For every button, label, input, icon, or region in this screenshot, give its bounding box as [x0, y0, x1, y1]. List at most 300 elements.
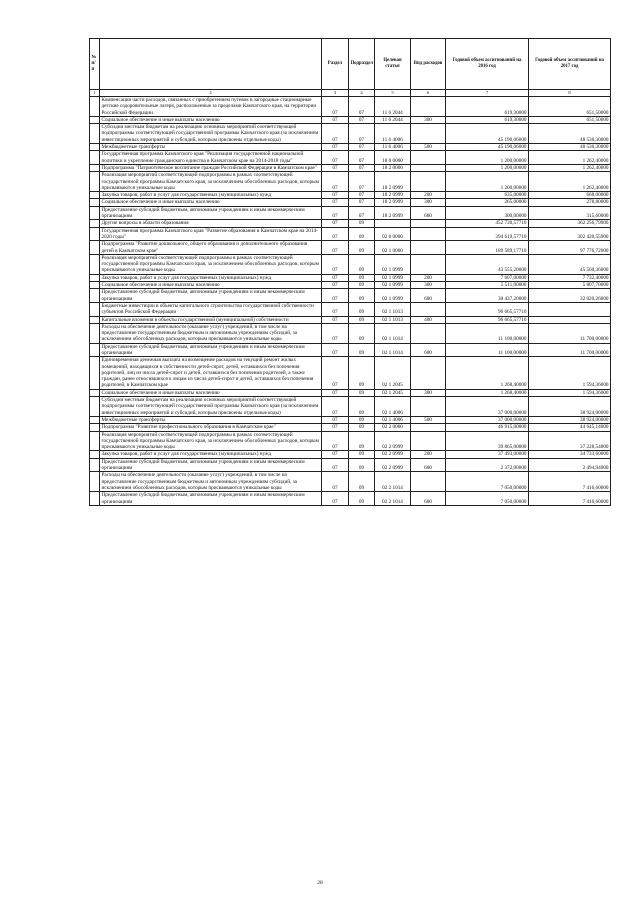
table-row	[90, 289, 611, 303]
row-subsection-cell: 07	[349, 144, 375, 151]
row-2016-cell: 96 665,57710	[446, 316, 529, 323]
row-2016-cell: 96 665,57710	[446, 302, 529, 316]
row-name-cell: Предоставление субсидий бюджетным, автономным учреждениям и иным некоммерческим организациям	[100, 289, 322, 303]
header-expense: Вид расходов	[411, 39, 446, 90]
row-2016-cell: 7 050,00000	[446, 492, 529, 506]
row-section-cell: 07	[322, 192, 349, 199]
table-row	[90, 254, 611, 274]
row-target-cell: 11 6 4006	[375, 124, 411, 144]
row-expense-cell	[411, 124, 446, 144]
row-target-cell: 02 1 4006	[375, 416, 411, 423]
row-num-cell	[90, 289, 100, 303]
row-2017-cell: 45 560,36000	[529, 254, 611, 274]
row-expense-cell	[411, 254, 446, 274]
row-target-cell: 02 2 0999	[375, 458, 411, 472]
row-section-cell: 07	[322, 431, 349, 451]
row-subsection-cell: 09	[349, 289, 375, 303]
col-number: 7	[446, 90, 529, 97]
row-2016-cell: 1 268,40000	[446, 357, 529, 389]
row-name-cell: Компенсация части расходов, связанных с приобретением путевок в загородные стационарные детские оздоровительные лагеря, расположенные за пределами Камчатского края, на территории Российской Федерации	[100, 97, 322, 117]
row-name-cell: Реализация мероприятий соответствующей подпрограммы в рамках соответствующей государственной программы Камчатского края, за исключением обособленных расходов, которым присваиваются уникальные коды	[100, 254, 322, 274]
row-2017-cell: 11 700,00000	[529, 323, 611, 343]
row-subsection-cell: 09	[349, 431, 375, 451]
row-target-cell	[375, 220, 411, 227]
row-2017-cell: 34 733,60000	[529, 451, 611, 458]
row-section-cell: 07	[322, 323, 349, 343]
row-2017-cell: 278,80000	[529, 199, 611, 206]
row-expense-cell: 300	[411, 116, 446, 123]
row-num-cell	[90, 323, 100, 343]
row-name-cell: Государственная программа Камчатского края "Реализация государственной национальной политики и укрепление гражданского единства в Камчатском крае на 2014-2018 годы"	[100, 151, 322, 165]
table-row	[90, 492, 611, 506]
table-row	[90, 124, 611, 144]
row-section-cell: 07	[322, 241, 349, 255]
row-target-cell: 02 1 0999	[375, 282, 411, 289]
row-subsection-cell: 09	[349, 254, 375, 274]
table-row	[90, 199, 611, 206]
row-2016-cell: 452 730,57710	[446, 220, 529, 227]
row-expense-cell: 600	[411, 343, 446, 357]
row-expense-cell: 200	[411, 274, 446, 281]
row-section-cell: 07	[322, 227, 349, 241]
col-number: 1	[90, 90, 100, 97]
col-number: 2	[100, 90, 322, 97]
row-target-cell: 11 6 4006	[375, 144, 411, 151]
column-number-row	[90, 90, 611, 97]
row-target-cell: 11 6 2044	[375, 116, 411, 123]
table-row	[90, 451, 611, 458]
row-2017-cell: 48 536,30000	[529, 124, 611, 144]
row-expense-cell	[411, 302, 446, 316]
row-num-cell	[90, 220, 100, 227]
row-num-cell	[90, 416, 100, 423]
row-name-cell: Межбюджетные трансферты	[100, 416, 322, 423]
row-2017-cell: 7 416,60000	[529, 492, 611, 506]
row-name-cell: Социальное обеспечение и иные выплаты населению	[100, 199, 322, 206]
row-2016-cell: 1 268,40000	[446, 389, 529, 396]
table-row	[90, 274, 611, 281]
row-2016-cell: 619,30000	[446, 97, 529, 117]
row-target-cell: 18 2 0999	[375, 192, 411, 199]
table-row	[90, 97, 611, 117]
row-2017-cell: 1 262,40000	[529, 172, 611, 192]
row-section-cell: 07	[322, 274, 349, 281]
budget-sheet	[89, 38, 610, 506]
row-2017-cell: 5 807,70000	[529, 282, 611, 289]
header-subsection: Подраздел	[349, 39, 375, 90]
row-2016-cell: 394 619,57710	[446, 227, 529, 241]
row-target-cell: 02 1 2045	[375, 357, 411, 389]
row-section-cell: 07	[322, 164, 349, 171]
row-name-cell: Капитальные вложения в объекты государственной (муниципальной) собственности	[100, 316, 322, 323]
row-subsection-cell: 09	[349, 323, 375, 343]
col-number: 6	[411, 90, 446, 97]
row-num-cell	[90, 254, 100, 274]
row-name-cell: Социальное обеспечение и иные выплаты населению	[100, 389, 322, 396]
row-expense-cell	[411, 472, 446, 492]
row-target-cell: 02 1 0999	[375, 274, 411, 281]
row-subsection-cell: 09	[349, 274, 375, 281]
row-expense-cell	[411, 151, 446, 165]
row-num-cell	[90, 199, 100, 206]
row-2016-cell: 2 372,00000	[446, 458, 529, 472]
row-name-cell: Реализация мероприятий соответствующей подпрограммы в рамках соответствующей государственной программы Камчатского края, за исключением обособленных расходов, которым присваиваются уникальные коды	[100, 172, 322, 192]
row-name-cell: Государственная программа Камчатского края "Развитие образования в Камчатском крае на 2014-2020 годы"	[100, 227, 322, 241]
row-num-cell	[90, 144, 100, 151]
header-name	[100, 39, 322, 90]
row-2017-cell: 2 494,94000	[529, 458, 611, 472]
row-target-cell: 18 2 0999	[375, 199, 411, 206]
row-num-cell	[90, 116, 100, 123]
row-2017-cell: 38 924,00000	[529, 397, 611, 417]
row-2016-cell: 46 915,00000	[446, 424, 529, 431]
row-subsection-cell: 09	[349, 397, 375, 417]
row-name-cell: Предоставление субсидий бюджетным, автономным учреждениям и иным некоммерческим организациям	[100, 343, 322, 357]
row-section-cell: 07	[322, 172, 349, 192]
row-2016-cell: 300,00000	[446, 206, 529, 220]
table-row	[90, 424, 611, 431]
row-2017-cell: 1 262,40000	[529, 164, 611, 171]
row-name-cell: Закупка товаров, работ и услуг для государственных (муниципальных) нужд	[100, 451, 322, 458]
table-row	[90, 343, 611, 357]
row-num-cell	[90, 274, 100, 281]
row-section-cell: 07	[322, 416, 349, 423]
row-subsection-cell: 09	[349, 316, 375, 323]
row-section-cell: 07	[322, 289, 349, 303]
row-num-cell	[90, 124, 100, 144]
row-expense-cell	[411, 172, 446, 192]
row-2016-cell: 43 555,20000	[446, 254, 529, 274]
row-2017-cell: 7 416,60000	[529, 472, 611, 492]
table-row	[90, 144, 611, 151]
row-subsection-cell: 07	[349, 192, 375, 199]
row-2016-cell: 1 200,00000	[446, 151, 529, 165]
row-name-cell: Субсидии местным бюджетам на реализацию основных мероприятий соответствующей подпрограммы соответствующей государственной программы Камчатского края (за исключением инвестиционных мероприятий и субсидий, которым присвоены отдельные коды)	[100, 397, 322, 417]
row-subsection-cell: 09	[349, 343, 375, 357]
row-name-cell: Расходы на обеспечение деятельности (оказание услуг) учреждений, в том числе на предоставление государственным бюджетным и автономным учреждениям субсидий, за исключением обособленных расходов, которым присваиваются уникальные коды	[100, 472, 322, 492]
row-2017-cell: 7 732,40000	[529, 274, 611, 281]
row-2016-cell: 7 607,00000	[446, 274, 529, 281]
header-target: Целевая статья	[375, 39, 411, 90]
table-row	[90, 316, 611, 323]
row-2017-cell: 38 924,00000	[529, 416, 611, 423]
row-section-cell: 07	[322, 199, 349, 206]
row-2017-cell: 668,00000	[529, 192, 611, 199]
row-2016-cell: 619,30000	[446, 116, 529, 123]
row-section-cell: 07	[322, 220, 349, 227]
row-expense-cell	[411, 164, 446, 171]
row-2016-cell: 37 000,00000	[446, 397, 529, 417]
row-expense-cell: 200	[411, 451, 446, 458]
row-section-cell: 07	[322, 144, 349, 151]
row-num-cell	[90, 472, 100, 492]
row-target-cell: 02 1 0999	[375, 254, 411, 274]
row-num-cell	[90, 241, 100, 255]
row-section-cell: 07	[322, 472, 349, 492]
row-2016-cell: 635,00000	[446, 192, 529, 199]
row-2017-cell: 315,60000	[529, 206, 611, 220]
row-2017-cell	[529, 302, 611, 316]
row-name-cell: Реализация мероприятий соответствующей подпрограммы в рамках соответствующей государственной программы Камчатского края, за исключением обособленных расходов, которым присваиваются уникальные коды	[100, 431, 322, 451]
row-2016-cell: 11 100,00000	[446, 343, 529, 357]
row-2016-cell: 189 589,17710	[446, 241, 529, 255]
table-row	[90, 431, 611, 451]
row-section-cell: 07	[322, 206, 349, 220]
row-num-cell	[90, 451, 100, 458]
row-target-cell: 02 2 1014	[375, 472, 411, 492]
row-expense-cell: 300	[411, 199, 446, 206]
row-2017-cell: 1 594,36000	[529, 357, 611, 389]
row-subsection-cell: 09	[349, 302, 375, 316]
row-subsection-cell: 09	[349, 357, 375, 389]
row-num-cell	[90, 302, 100, 316]
row-target-cell: 11 6 2044	[375, 97, 411, 117]
row-expense-cell: 500	[411, 144, 446, 151]
row-expense-cell: 300	[411, 282, 446, 289]
row-num-cell	[90, 431, 100, 451]
row-section-cell: 07	[322, 116, 349, 123]
row-2016-cell: 1 200,00000	[446, 164, 529, 171]
col-number: 4	[349, 90, 375, 97]
row-section-cell: 07	[322, 302, 349, 316]
row-name-cell: Социальное обеспечение и иные выплаты населению	[100, 282, 322, 289]
row-num-cell	[90, 164, 100, 171]
row-num-cell	[90, 151, 100, 165]
row-2017-cell: 1 594,36000	[529, 389, 611, 396]
table-row	[90, 192, 611, 199]
row-section-cell: 07	[322, 151, 349, 165]
row-subsection-cell: 07	[349, 116, 375, 123]
row-expense-cell: 500	[411, 416, 446, 423]
row-section-cell: 07	[322, 458, 349, 472]
row-name-cell: Единовременная денежная выплата на возмещение расходов на текущий ремонт жилых помещений, находящихся в собственности детей-сирот, детей, оставшихся без попечения родителей, лиц из числа детей-сирот и детей, оставшихся без попечения родителей, а также граждан, ранее относившихся к лицам из числа детей-сирот и детей, оставшихся без попечения родителей, в Камчатском крае	[100, 357, 322, 389]
row-name-cell: Межбюджетные трансферты	[100, 144, 322, 151]
row-target-cell: 18 2 0000	[375, 164, 411, 171]
table-row	[90, 302, 611, 316]
row-target-cell: 02 1 1014	[375, 343, 411, 357]
row-2016-cell: 30 437,20000	[446, 289, 529, 303]
row-subsection-cell: 07	[349, 124, 375, 144]
row-subsection-cell: 07	[349, 199, 375, 206]
row-expense-cell: 600	[411, 458, 446, 472]
row-target-cell: 02 2 0999	[375, 451, 411, 458]
row-expense-cell: 600	[411, 492, 446, 506]
table-row	[90, 323, 611, 343]
row-subsection-cell: 09	[349, 451, 375, 458]
row-expense-cell: 600	[411, 206, 446, 220]
row-2017-cell: 32 020,26000	[529, 289, 611, 303]
col-number: 5	[375, 90, 411, 97]
row-target-cell: 02 1 1013	[375, 316, 411, 323]
row-target-cell: 02 1 0999	[375, 289, 411, 303]
row-name-cell: Закупка товаров, работ и услуг для государственных (муниципальных) нужд	[100, 192, 322, 199]
row-target-cell: 18 2 0999	[375, 206, 411, 220]
row-2016-cell: 265,00000	[446, 199, 529, 206]
row-name-cell: Закупка товаров, работ и услуг для государственных (муниципальных) нужд	[100, 274, 322, 281]
row-section-cell: 07	[322, 343, 349, 357]
row-target-cell: 02 1 0000	[375, 241, 411, 255]
row-num-cell	[90, 227, 100, 241]
row-section-cell: 07	[322, 254, 349, 274]
row-target-cell: 02 1 1013	[375, 302, 411, 316]
table-row	[90, 172, 611, 192]
table-row	[90, 227, 611, 241]
row-section-cell: 07	[322, 492, 349, 506]
table-row	[90, 458, 611, 472]
row-subsection-cell: 07	[349, 164, 375, 171]
row-2016-cell: 39 865,00000	[446, 431, 529, 451]
row-section-cell: 07	[322, 316, 349, 323]
row-target-cell: 18 0 0000	[375, 151, 411, 165]
row-expense-cell	[411, 227, 446, 241]
row-2017-cell: 651,50000	[529, 97, 611, 117]
row-subsection-cell: 09	[349, 282, 375, 289]
table-header-row	[90, 39, 611, 90]
row-section-cell: 07	[322, 282, 349, 289]
table-row	[90, 151, 611, 165]
table-row	[90, 206, 611, 220]
row-expense-cell	[411, 323, 446, 343]
row-expense-cell	[411, 397, 446, 417]
row-target-cell: 02 2 0999	[375, 431, 411, 451]
row-expense-cell	[411, 241, 446, 255]
row-expense-cell	[411, 357, 446, 389]
table-row	[90, 282, 611, 289]
row-expense-cell	[411, 431, 446, 451]
header-num: № п/п	[90, 39, 100, 90]
row-2016-cell: 37 000,00000	[446, 416, 529, 423]
row-target-cell: 02 1 4006	[375, 397, 411, 417]
header-vol2017: Годовой объем ассигнований на 2017 год	[529, 39, 611, 90]
row-target-cell: 02 0 0000	[375, 227, 411, 241]
row-subsection-cell: 09	[349, 458, 375, 472]
row-name-cell: Подпрограмма "Развитие профессионального образования в Камчатском крае"	[100, 424, 322, 431]
row-name-cell: Предоставление субсидий бюджетным, автономным учреждениям и иным некоммерческим организациям	[100, 458, 322, 472]
row-num-cell	[90, 172, 100, 192]
row-2017-cell: 651,50000	[529, 116, 611, 123]
row-num-cell	[90, 397, 100, 417]
row-name-cell: Подпрограмма "Патриотическое воспитание граждан Российской Федерации в Камчатском крае"	[100, 164, 322, 171]
row-expense-cell	[411, 97, 446, 117]
row-section-cell: 07	[322, 97, 349, 117]
row-2016-cell: 1 200,00000	[446, 172, 529, 192]
row-expense-cell: 400	[411, 316, 446, 323]
row-subsection-cell: 07	[349, 151, 375, 165]
row-2016-cell: 5 511,00000	[446, 282, 529, 289]
row-2016-cell: 45 190,06000	[446, 124, 529, 144]
row-expense-cell	[411, 424, 446, 431]
table-row	[90, 397, 611, 417]
table-row	[90, 357, 611, 389]
row-num-cell	[90, 343, 100, 357]
row-target-cell: 02 1 1014	[375, 323, 411, 343]
table-row	[90, 164, 611, 171]
row-subsection-cell: 09	[349, 416, 375, 423]
row-subsection-cell: 09	[349, 472, 375, 492]
row-target-cell: 02 2 1014	[375, 492, 411, 506]
row-num-cell	[90, 424, 100, 431]
table-row	[90, 241, 611, 255]
row-subsection-cell: 09	[349, 389, 375, 396]
row-2016-cell: 11 100,00000	[446, 323, 529, 343]
row-num-cell	[90, 206, 100, 220]
row-2017-cell	[529, 316, 611, 323]
row-2016-cell: 45 190,06000	[446, 144, 529, 151]
row-name-cell: Социальное обеспечение и иные выплаты населению	[100, 116, 322, 123]
header-section: Раздел	[322, 39, 349, 90]
row-2017-cell: 302 420,55900	[529, 227, 611, 241]
row-target-cell: 02 2 0000	[375, 424, 411, 431]
row-target-cell: 18 2 0999	[375, 172, 411, 192]
row-2016-cell: 37 493,00000	[446, 451, 529, 458]
row-target-cell: 02 1 2045	[375, 389, 411, 396]
page-number: 28	[317, 880, 323, 886]
row-section-cell: 07	[322, 424, 349, 431]
table-row	[90, 116, 611, 123]
table-row	[90, 220, 611, 227]
row-2017-cell: 362 256,79900	[529, 220, 611, 227]
row-name-cell: Бюджетные инвестиции в объекты капитального строительства государственной собственности субъектов Российской Федерации	[100, 302, 322, 316]
row-section-cell: 07	[322, 357, 349, 389]
row-2017-cell: 48 536,30000	[529, 144, 611, 151]
col-number: 8	[529, 90, 611, 97]
row-subsection-cell: 09	[349, 227, 375, 241]
table-row	[90, 416, 611, 423]
row-name-cell: Предоставление субсидий бюджетным, автономным учреждениям и иным некоммерческим организациям	[100, 492, 322, 506]
row-2017-cell: 44 645,14000	[529, 424, 611, 431]
row-num-cell	[90, 97, 100, 117]
header-vol2016: Годовой объем ассигнований на 2016 год	[446, 39, 529, 90]
row-subsection-cell: 09	[349, 220, 375, 227]
row-expense-cell	[411, 220, 446, 227]
row-num-cell	[90, 389, 100, 396]
row-2016-cell: 7 050,00000	[446, 472, 529, 492]
row-subsection-cell: 09	[349, 492, 375, 506]
row-num-cell	[90, 357, 100, 389]
budget-table	[89, 38, 611, 506]
row-name-cell: Расходы на обеспечение деятельности (оказание услуг) учреждений, в том числе на предоставление государственным бюджетным и автономным учреждениям субсидий, за исключением обособленных расходов, которым присваиваются уникальные коды	[100, 323, 322, 343]
row-2017-cell: 11 700,00000	[529, 343, 611, 357]
row-name-cell: Другие вопросы в области образования	[100, 220, 322, 227]
row-subsection-cell: 07	[349, 97, 375, 117]
row-2017-cell: 37 228,54000	[529, 431, 611, 451]
row-num-cell	[90, 192, 100, 199]
row-section-cell: 07	[322, 389, 349, 396]
table-row	[90, 389, 611, 396]
row-subsection-cell: 07	[349, 206, 375, 220]
table-row	[90, 472, 611, 492]
row-num-cell	[90, 316, 100, 323]
row-num-cell	[90, 458, 100, 472]
row-name-cell: Подпрограмма "Развитие дошкольного, общего образования и дополнительного образования детей в Камчатском крае"	[100, 241, 322, 255]
row-subsection-cell: 07	[349, 172, 375, 192]
row-section-cell: 07	[322, 397, 349, 417]
row-section-cell: 07	[322, 124, 349, 144]
row-expense-cell: 200	[411, 192, 446, 199]
row-num-cell	[90, 492, 100, 506]
row-num-cell	[90, 282, 100, 289]
row-subsection-cell: 09	[349, 424, 375, 431]
row-section-cell: 07	[322, 451, 349, 458]
row-name-cell: Предоставление субсидий бюджетным, автономным учреждениям и иным некоммерческим организациям	[100, 206, 322, 220]
row-expense-cell: 600	[411, 289, 446, 303]
row-subsection-cell: 09	[349, 241, 375, 255]
row-name-cell: Субсидии местным бюджетам на реализацию основных мероприятий соответствующей подпрограммы соответствующей государственной программы Камчатского края (за исключением инвестиционных мероприятий и субсидий, которым присвоены отдельные коды)	[100, 124, 322, 144]
row-2017-cell: 1 262,40000	[529, 151, 611, 165]
row-2017-cell: 97 776,72000	[529, 241, 611, 255]
col-number: 3	[322, 90, 349, 97]
row-expense-cell: 300	[411, 389, 446, 396]
